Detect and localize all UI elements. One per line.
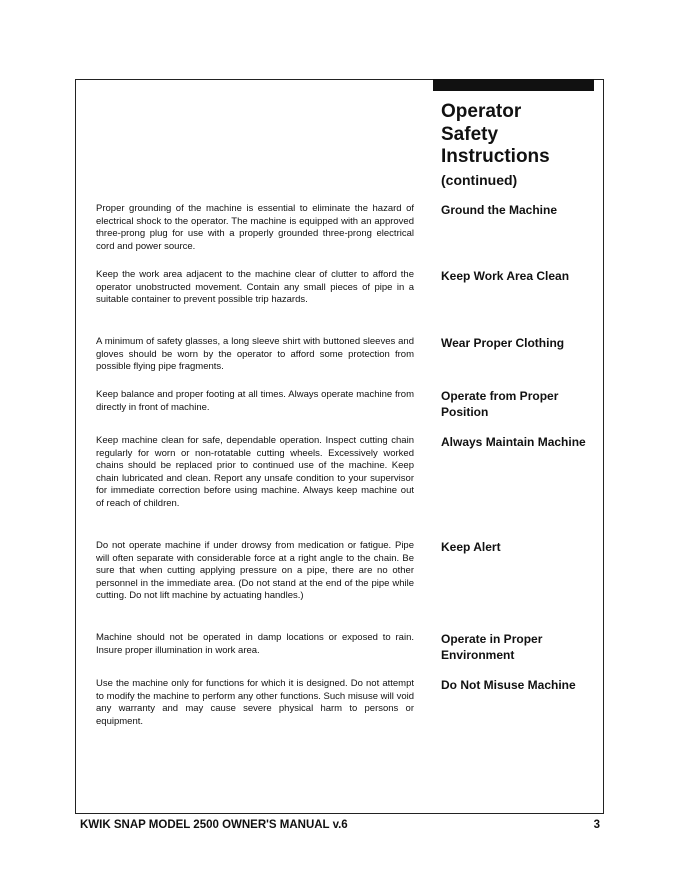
title-line: Operator: [441, 101, 522, 122]
section-text-alert: Do not operate machine if under drowsy from medication or fatigue. Pipe will often separate with considerable force at a right angle to the chain. Be sure that when cutting applying pressure on a pipe, there are no other personnel in the immediate area. (Do not stand at the end of the pipe while cutting. Do not lift machine by actuating handles.): [96, 540, 414, 601]
section-text-position: Keep balance and proper footing at all times. Always operate machine from directly in front of machine.: [96, 389, 414, 413]
section-text-clothing: A minimum of safety glasses, a long sleeve shirt with buttoned sleeves and gloves should be worn by the operator to afford some protection from possible flying pipe fragments.: [96, 336, 414, 372]
section-text-maintain: Keep machine clean for safe, dependable operation. Inspect cutting chain regularly for worn or non-rotatable cutting wheels. Excessively worked chains should be replaced prior to continued use of the machine. Keep chain lubricated and clean. Report any unsafe condition to your supervisor for immediate correction before using machine. Always keep machine out of reach of children.: [96, 435, 414, 509]
section-text-environment: Machine should not be operated in damp locations or exposed to rain. Insure proper illumination in work area.: [96, 632, 414, 656]
section-heading-work-area: Keep Work Area Clean: [441, 269, 570, 283]
section-heading-position: Operate from Proper Position: [441, 389, 559, 419]
section-heading-ground: Ground the Machine: [441, 203, 558, 217]
section-heading-alert: Keep Alert: [441, 540, 501, 554]
title-line: Instructions: [441, 146, 550, 167]
section-heading-clothing: Wear Proper Clothing: [441, 336, 565, 350]
page-title: [441, 101, 591, 190]
footer-manual-title: KWIK SNAP MODEL 2500 OWNER'S MANUAL v.6: [80, 819, 348, 831]
section-heading-maintain: Always Maintain Machine: [441, 435, 586, 449]
header-bar: [433, 79, 594, 91]
title-line: Safety: [441, 123, 499, 145]
section-text-ground: Proper grounding of the machine is essential to eliminate the hazard of electrical shock to the operator. The machine is equipped with an approved three-prong plug for use with a properly grounded three-prong electrical cord and power source.: [96, 203, 414, 252]
section-text-work-area: Keep the work area adjacent to the machine clear of clutter to afford the operator unobstructed movement. Contain any small pieces of pipe in a suitable container to prevent possible trip hazards.: [96, 269, 414, 305]
section-heading-misuse: Do Not Misuse Machine: [441, 678, 576, 692]
title-subtitle: (continued): [441, 171, 518, 188]
section-heading-environment: Operate in Proper Environment: [441, 632, 543, 662]
section-text-misuse: Use the machine only for functions for which it is designed. Do not attempt to modify the machine to perform any other functions. Such misuse will void any warranty and may cause severe physical harm to persons or equipment.: [96, 678, 414, 727]
page-number: 3: [593, 819, 600, 831]
